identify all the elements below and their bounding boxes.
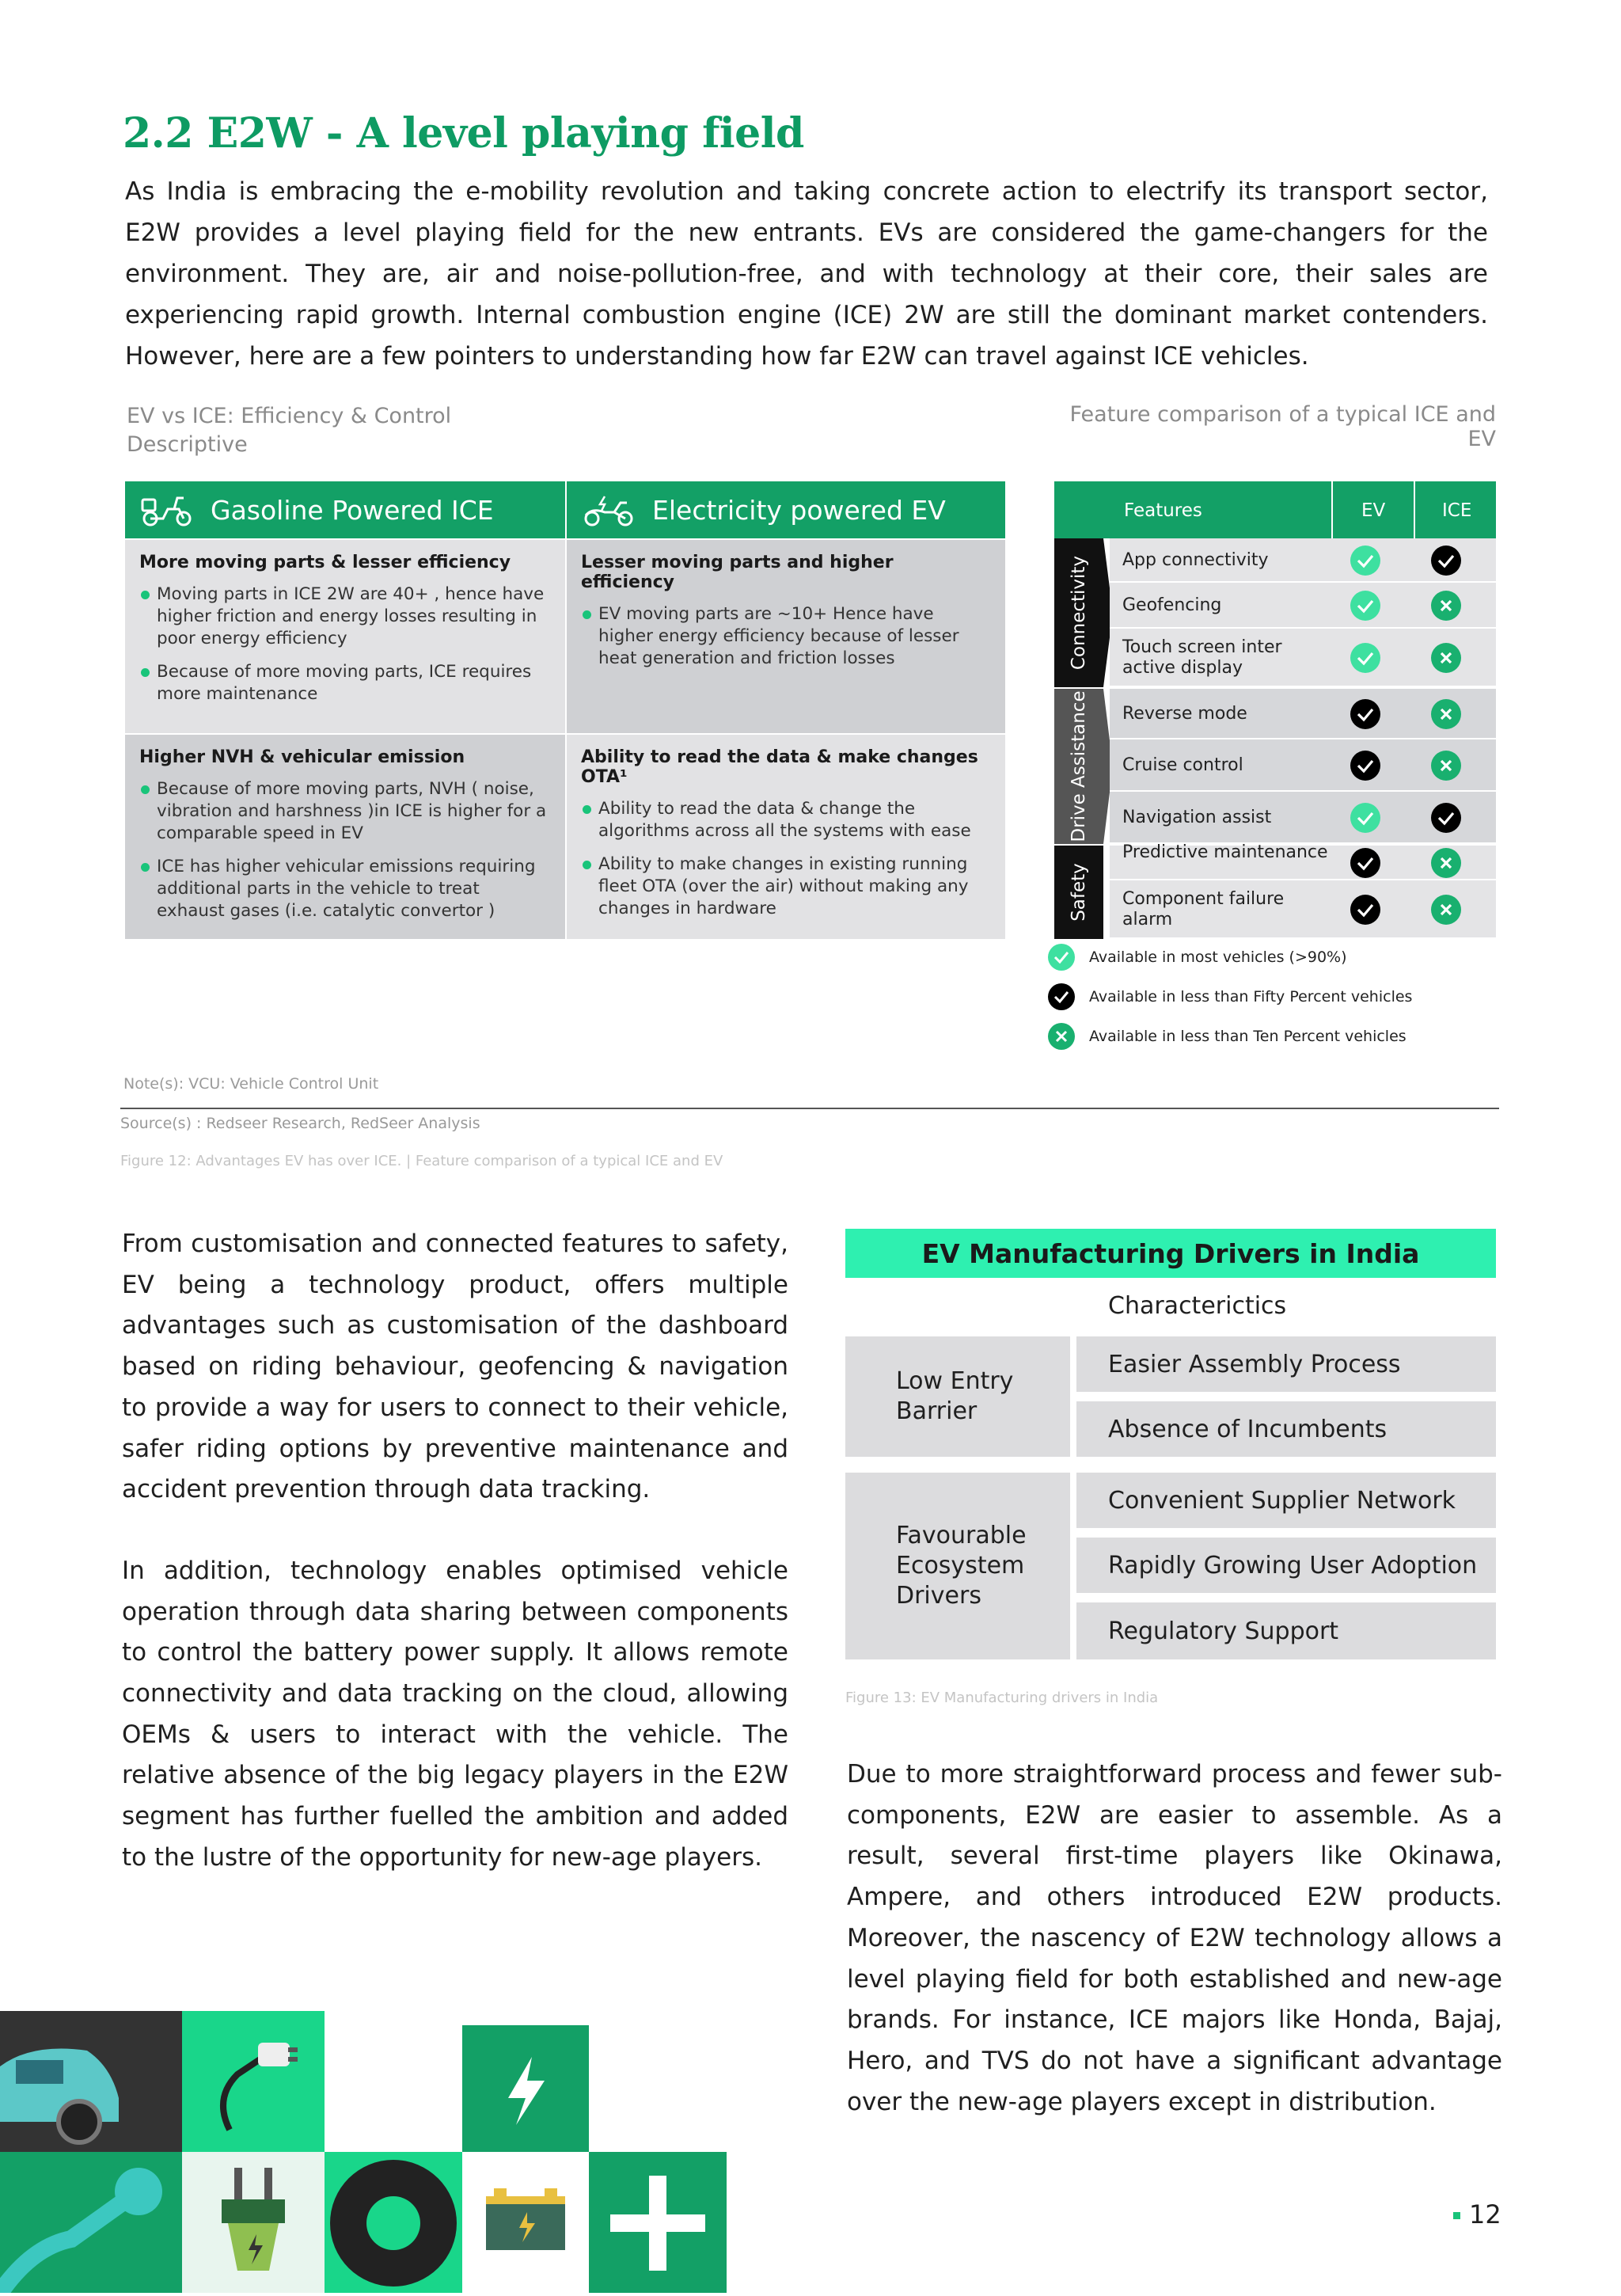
table-row <box>1110 689 1496 739</box>
bullet-item: EV moving parts are ~10+ Hence have higher energy efficiency because of lesser heat generation and friction losses <box>581 603 991 670</box>
bullet-item: ICE has higher vehicular emissions requiring additional parts in the vehicle to treat exhaust gases (i.e. catalytic convertor ) <box>139 856 551 922</box>
note-text: Note(s): VCU: Vehicle Control Unit <box>123 1075 379 1093</box>
cross-icon <box>1431 643 1461 673</box>
bullet-item: Ability to read the data & change the algorithms across all the systems with ease <box>581 798 991 842</box>
ev-header <box>567 481 1005 538</box>
left-figure-subtitle: Descriptive <box>127 432 248 457</box>
feature-label: Reverse mode <box>1122 704 1247 724</box>
table-row <box>1110 629 1496 687</box>
driver-item: Convenient Supplier Network <box>1076 1473 1496 1528</box>
lightning-tile <box>462 2025 589 2152</box>
group-safety: Safety <box>1054 846 1103 939</box>
legend-most: Available in most vehicles (>90%) <box>1048 944 1347 971</box>
legend-fifty: Available in less than Fifty Percent vehicles <box>1048 983 1412 1010</box>
right-figure-caption: Feature comparison of a typical ICE and EV <box>1069 402 1496 451</box>
page-number: 12 <box>1453 2199 1501 2229</box>
ice-efficiency-cell <box>125 540 565 733</box>
scooter-icon <box>139 492 195 528</box>
ev-connector-icon <box>0 2152 182 2293</box>
plug-icon <box>182 2152 325 2293</box>
bullet-item: Because of more moving parts, NVH ( noise, vibration and harshness )in ICE is higher for a comparable speed in EV <box>139 778 551 845</box>
check-icon <box>1350 591 1380 621</box>
table-header <box>1054 481 1496 538</box>
ev-ota-cell <box>567 735 1005 939</box>
feature-label: Navigation assist <box>1122 808 1272 827</box>
source-text: Source(s) : Redseer Research, RedSeer Analysis <box>120 1115 480 1132</box>
feature-label: Component failure alarm <box>1122 889 1285 929</box>
ev-header-label: Electricity powered EV <box>652 494 946 526</box>
drivers-subtitle: Characterictics <box>1108 1292 1287 1320</box>
cross-icon <box>1431 895 1461 925</box>
cross-icon <box>1431 848 1461 878</box>
wheel-icon <box>325 2152 462 2293</box>
intro-paragraph: As India is embracing the e-mobility revolution and taking concrete action to electrify its transport sector, E2W provides a level playing field for the new entrants. EVs are considered the game-changers for the environment. They are, air and noise-pollution-free, and with technology at their core, their sales are experiencing rapid growth. Internal combustion engine (ICE) 2W are still the dominant market contenders. However, here are a few pointers to understanding how far E2W can travel against ICE vehicles. <box>125 177 1488 371</box>
body-left-column <box>122 1224 788 1919</box>
table-row <box>1110 842 1496 880</box>
charger-plug-tile <box>182 2011 325 2152</box>
figure-13-caption: Figure 13: EV Manufacturing drivers in India <box>845 1690 1159 1706</box>
car-icon <box>0 2011 182 2152</box>
divider <box>120 1108 1499 1109</box>
check-icon <box>1350 545 1380 576</box>
body-paragraph: From customisation and connected features to safety, EV being a technology product, offers multiple advantages such as customisation of the dashboard based on riding behaviour, geofencing & navigation to provide a way for users to connect to their vehicle, safer riding options by preventive maintenance and accident prevention through data tracking. <box>122 1230 788 1504</box>
ice-emission-heading: Higher NVH & vehicular emission <box>139 747 465 767</box>
feature-label: Touch screen inter active display <box>1122 637 1282 678</box>
bullet-item: Because of more moving parts, ICE requires more maintenance <box>139 661 551 705</box>
table-row <box>1110 792 1496 844</box>
table-row <box>1110 880 1496 939</box>
driver-item: Rapidly Growing User Adoption <box>1076 1538 1496 1593</box>
ice-column-header: ICE <box>1442 500 1472 521</box>
legend-ten: Available in less than Ten Percent vehicles <box>1048 1023 1407 1050</box>
feature-label: App connectivity <box>1122 550 1269 570</box>
body-right-column: Due to more straightforward process and fewer sub-components, E2W are easier to assemble. As a result, several first-time players like Okinawa, Ampere, and others introduced E2W products. Moreover, the nascency of E2W technology allows a level playing field for both established and new-age brands. For instance, ICE majors like Honda, Bajaj, Hero, and TVS do not have a significant advantage over the new-age players except in distribution. <box>847 1760 1502 2116</box>
left-figure-title: EV vs ICE: Efficiency & Control <box>127 404 452 428</box>
feature-label: Geofencing <box>1122 595 1222 615</box>
battery-icon <box>462 2152 589 2293</box>
ice-header-label: Gasoline Powered ICE <box>211 494 494 526</box>
electric-scooter-icon <box>581 492 636 528</box>
cross-icon <box>1431 699 1461 729</box>
bullet-item: Moving parts in ICE 2W are 40+ , hence have higher friction and energy losses resulting in poor energy efficiency <box>139 584 551 650</box>
battery-tile <box>462 2152 589 2293</box>
group-connectivity: Connectivity <box>1054 538 1103 687</box>
feature-comparison-table <box>1054 481 1496 939</box>
driver-group-ecosystem: Favourable Ecosystem Drivers <box>845 1473 1070 1659</box>
check-icon <box>1350 699 1380 729</box>
plus-icon <box>589 2152 727 2293</box>
check-icon <box>1350 895 1380 925</box>
check-icon <box>1350 643 1380 673</box>
ev-connector-tile <box>0 2152 182 2293</box>
cross-icon <box>1048 1023 1075 1050</box>
check-icon <box>1350 751 1380 781</box>
cross-icon <box>1431 751 1461 781</box>
ev-efficiency-cell <box>567 540 1005 733</box>
plug-tile <box>182 2152 325 2293</box>
ev-ota-heading: Ability to read the data & make changes OTA¹ <box>581 747 978 787</box>
check-icon <box>1431 545 1461 576</box>
feature-label: Predictive maintenance <box>1122 842 1328 862</box>
ice-header <box>125 481 565 538</box>
table-row <box>1110 739 1496 792</box>
lightning-icon <box>462 2025 589 2152</box>
driver-item: Absence of Incumbents <box>1076 1401 1496 1457</box>
ice-emission-cell <box>125 735 565 939</box>
driver-item: Regulatory Support <box>1076 1602 1496 1659</box>
table-row <box>1110 538 1496 583</box>
check-icon <box>1350 848 1380 878</box>
charger-plug-icon <box>182 2011 325 2152</box>
cross-icon <box>1431 591 1461 621</box>
figure-12-caption: Figure 12: Advantages EV has over ICE. | Feature comparison of a typical ICE and EV <box>120 1153 723 1169</box>
driver-group-low-entry: Low Entry Barrier <box>845 1336 1070 1457</box>
ice-vs-ev-comparison <box>125 481 1005 939</box>
group-drive-assistance: Drive Assistance <box>1054 689 1103 844</box>
check-icon <box>1048 983 1075 1010</box>
body-paragraph: In addition, technology enables optimised vehicle operation through data sharing between components to control the battery power supply. It allows remote connectivity and data tracking on the cloud, allowing OEMs & users to interact with the vehicle. The relative absence of the big legacy players in the E2W segment has further fuelled the ambition and added to the lustre of the opportunity for new-age players. <box>122 1556 788 1872</box>
ice-efficiency-heading: More moving parts & lesser efficiency <box>139 553 511 572</box>
check-icon <box>1431 803 1461 833</box>
left-figure-caption <box>127 402 451 459</box>
table-row <box>1110 583 1496 629</box>
ev-car-tile <box>0 2011 182 2152</box>
section-title: 2.2 E2W - A level playing field <box>123 109 804 158</box>
check-icon <box>1048 944 1075 971</box>
ev-column-header: EV <box>1361 500 1386 521</box>
plus-tile <box>589 2152 727 2293</box>
ev-efficiency-heading: Lesser moving parts and higher efficiency <box>581 553 894 592</box>
features-column-header: Features <box>1124 500 1202 521</box>
check-icon <box>1350 803 1380 833</box>
bullet-item: Ability to make changes in existing running fleet OTA (over the air) without making any changes in hardware <box>581 853 991 920</box>
driver-item: Easier Assembly Process <box>1076 1336 1496 1392</box>
drivers-title: EV Manufacturing Drivers in India <box>845 1229 1496 1278</box>
wheel-tile <box>325 2152 462 2293</box>
feature-label: Cruise control <box>1122 755 1243 775</box>
